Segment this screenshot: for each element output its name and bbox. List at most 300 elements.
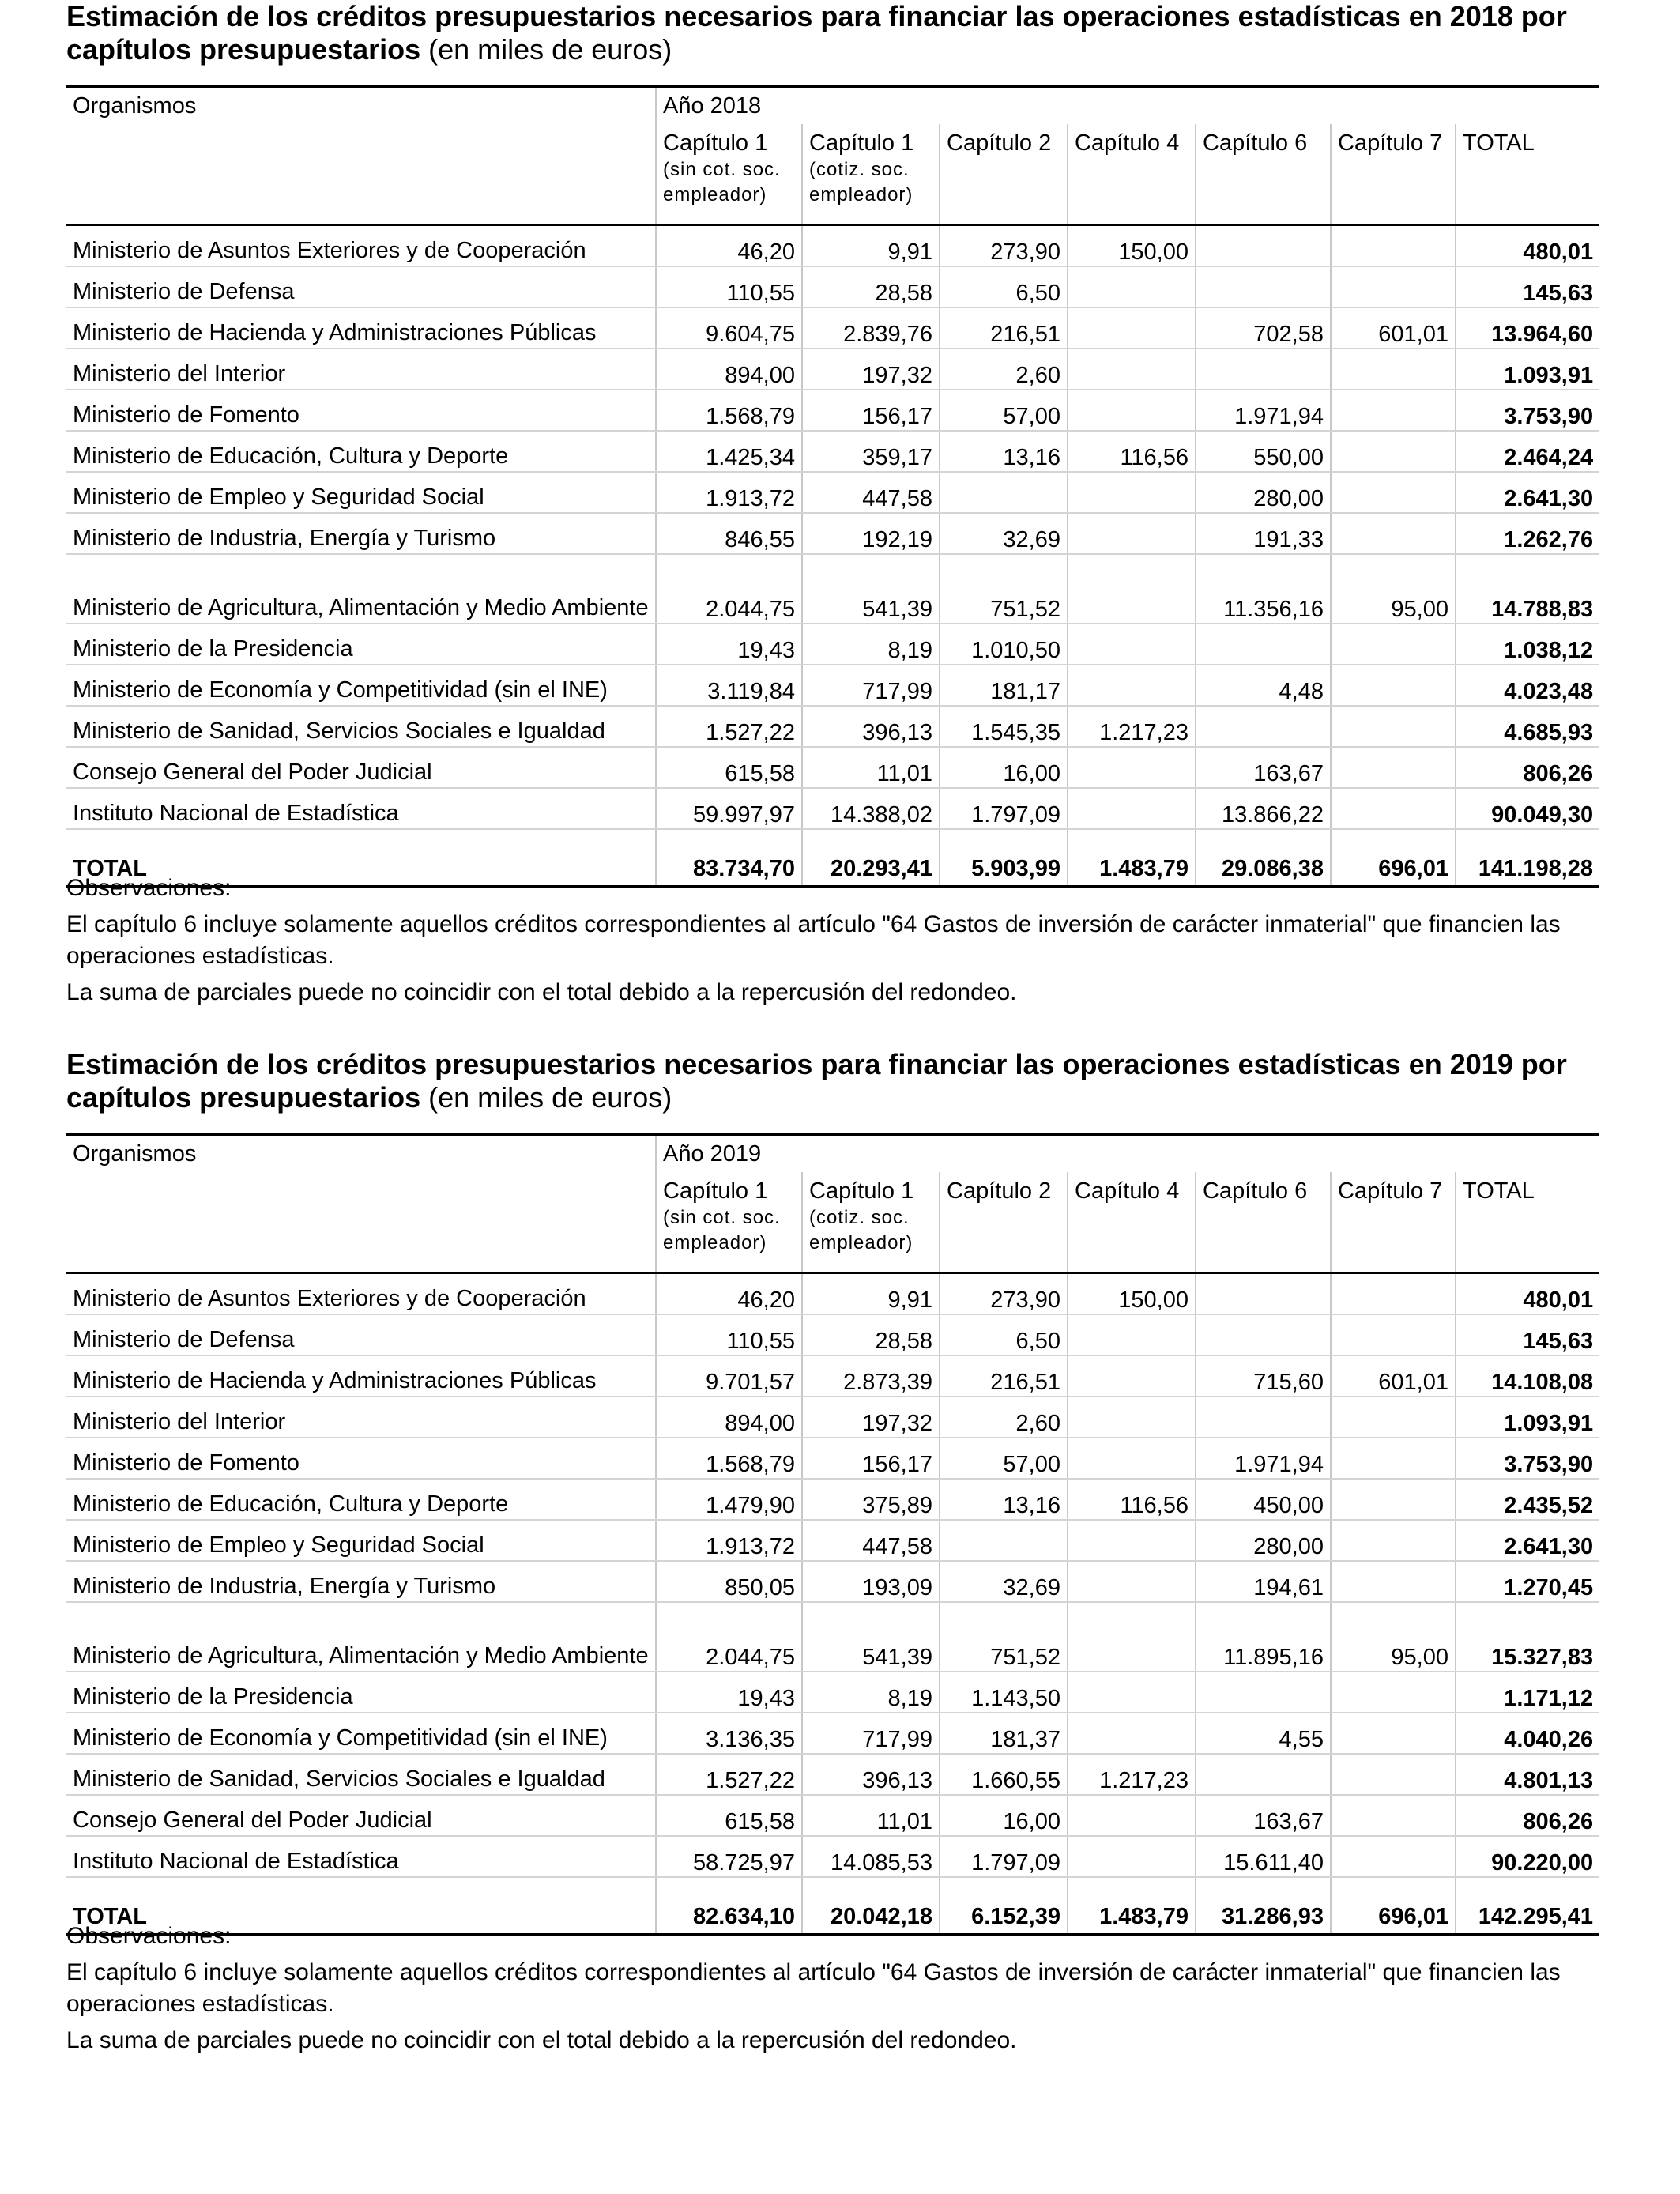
chapter-header — [656, 1172, 802, 1273]
budget-section-2018 — [66, 0, 1599, 1005]
value-cell: 2,60 — [940, 1397, 1068, 1438]
chapter-label: TOTAL — [1463, 130, 1535, 156]
value-cell — [1068, 307, 1196, 349]
value-cell — [1331, 1438, 1456, 1479]
organism-name: Consejo General del Poder Judicial — [66, 747, 656, 788]
table-row — [66, 624, 1599, 665]
budget-table — [66, 85, 1599, 888]
chapter-header — [1068, 1172, 1196, 1273]
row-total-cell: 1.171,12 — [1456, 1672, 1599, 1713]
value-cell: 11.356,16 — [1196, 554, 1331, 624]
value-cell: 8,19 — [802, 1672, 940, 1713]
observations-note-rounding: La suma de parciales puede no coincidir con el total debido a la repercusión del redondeo. — [66, 979, 1017, 1005]
value-cell — [1331, 1479, 1456, 1520]
table-row — [66, 1314, 1599, 1355]
value-cell — [1196, 1672, 1331, 1713]
value-cell — [1331, 706, 1456, 747]
value-cell: 1.568,79 — [656, 390, 802, 431]
value-cell: 28,58 — [802, 266, 940, 307]
value-cell — [1196, 1397, 1331, 1438]
organism-name: Ministerio de Defensa — [66, 1314, 656, 1355]
value-cell — [1331, 431, 1456, 472]
value-cell — [1331, 1520, 1456, 1561]
chapter-label: Capítulo 4 — [1075, 130, 1180, 156]
organism-name: Instituto Nacional de Estadística — [66, 788, 656, 829]
total-cell: 142.295,41 — [1456, 1877, 1599, 1935]
value-cell: 846,55 — [656, 513, 802, 554]
organism-name: Ministerio de Hacienda y Administraciones Públicas — [66, 307, 656, 349]
row-total-cell: 1.093,91 — [1456, 1397, 1599, 1438]
row-total-cell: 1.262,76 — [1456, 513, 1599, 554]
value-cell — [1068, 1520, 1196, 1561]
value-cell: 116,56 — [1068, 1479, 1196, 1520]
value-cell — [1068, 1602, 1196, 1672]
value-cell — [1068, 1836, 1196, 1877]
table-row — [66, 431, 1599, 472]
value-cell — [1068, 472, 1196, 513]
value-cell — [940, 472, 1068, 513]
value-cell: 192,19 — [802, 513, 940, 554]
value-cell: 1.971,94 — [1196, 1438, 1331, 1479]
table-row — [66, 1397, 1599, 1438]
table-row — [66, 1561, 1599, 1602]
chapter-label: Capítulo 1 — [809, 130, 914, 156]
value-cell: 715,60 — [1196, 1355, 1331, 1397]
value-cell: 9.604,75 — [656, 307, 802, 349]
value-cell: 1.971,94 — [1196, 390, 1331, 431]
value-cell: 894,00 — [656, 349, 802, 390]
value-cell: 4,55 — [1196, 1713, 1331, 1754]
value-cell: 4,48 — [1196, 665, 1331, 706]
value-cell: 156,17 — [802, 1438, 940, 1479]
value-cell: 216,51 — [940, 307, 1068, 349]
row-total-cell: 1.038,12 — [1456, 624, 1599, 665]
chapter-header — [802, 1172, 940, 1273]
value-cell: 1.913,72 — [656, 472, 802, 513]
table-row — [66, 513, 1599, 554]
row-total-cell: 145,63 — [1456, 266, 1599, 307]
organism-name: Ministerio de Empleo y Seguridad Social — [66, 472, 656, 513]
observations — [66, 873, 1599, 1008]
total-cell: 82.634,10 — [656, 1877, 802, 1935]
chapter-header — [1456, 1172, 1599, 1273]
organism-name: Ministerio de Sanidad, Servicios Sociales e Igualdad — [66, 706, 656, 747]
observations-heading: Observaciones: — [66, 875, 232, 901]
value-cell: 13,16 — [940, 1479, 1068, 1520]
organism-name: Instituto Nacional de Estadística — [66, 1836, 656, 1877]
value-cell: 2,60 — [940, 349, 1068, 390]
value-cell: 1.217,23 — [1068, 1754, 1196, 1795]
table-row — [66, 1479, 1599, 1520]
organism-name: Consejo General del Poder Judicial — [66, 1795, 656, 1836]
organism-name: Ministerio de Fomento — [66, 1438, 656, 1479]
value-cell — [1068, 390, 1196, 431]
row-total-cell: 4.040,26 — [1456, 1713, 1599, 1754]
total-cell: 696,01 — [1331, 829, 1456, 887]
value-cell: 16,00 — [940, 747, 1068, 788]
value-cell — [1331, 1836, 1456, 1877]
value-cell — [1068, 624, 1196, 665]
value-cell — [1196, 706, 1331, 747]
chapter-header — [656, 124, 802, 225]
value-cell — [1068, 349, 1196, 390]
value-cell: 191,33 — [1196, 513, 1331, 554]
budget-section-2019 — [66, 1048, 1599, 2053]
value-cell: 19,43 — [656, 1672, 802, 1713]
value-cell: 850,05 — [656, 1561, 802, 1602]
value-cell: 150,00 — [1068, 225, 1196, 267]
value-cell: 273,90 — [940, 1273, 1068, 1315]
row-total-cell: 2.641,30 — [1456, 1520, 1599, 1561]
year-header: Año 2019 — [656, 1135, 1599, 1173]
organism-name: Ministerio de Economía y Competitividad (sin el INE) — [66, 1713, 656, 1754]
value-cell — [1196, 266, 1331, 307]
value-cell: 46,20 — [656, 225, 802, 267]
row-total-cell: 3.753,90 — [1456, 390, 1599, 431]
table-row — [66, 1836, 1599, 1877]
organism-name: Ministerio de Agricultura, Alimentación y Medio Ambiente — [66, 554, 656, 624]
row-total-cell: 2.641,30 — [1456, 472, 1599, 513]
value-cell — [1331, 624, 1456, 665]
total-label: TOTAL — [66, 829, 656, 887]
value-cell: 450,00 — [1196, 1479, 1331, 1520]
value-cell — [1068, 266, 1196, 307]
total-cell: 1.483,79 — [1068, 1877, 1196, 1935]
value-cell: 751,52 — [940, 554, 1068, 624]
row-total-cell: 1.270,45 — [1456, 1561, 1599, 1602]
value-cell: 57,00 — [940, 1438, 1068, 1479]
header-spacer — [66, 1172, 656, 1273]
chapter-header — [1196, 124, 1331, 225]
value-cell: 601,01 — [1331, 1355, 1456, 1397]
value-cell: 541,39 — [802, 554, 940, 624]
chapter-label: Capítulo 1 — [663, 1178, 768, 1204]
chapter-sublabel: (sin cot. soc. — [663, 1207, 781, 1228]
value-cell: 32,69 — [940, 513, 1068, 554]
value-cell — [1068, 1397, 1196, 1438]
total-cell: 20.042,18 — [802, 1877, 940, 1935]
value-cell: 1.527,22 — [656, 706, 802, 747]
organism-name: Ministerio de Fomento — [66, 390, 656, 431]
organism-name: Ministerio de Educación, Cultura y Deporte — [66, 431, 656, 472]
value-cell — [1331, 1397, 1456, 1438]
header-row — [66, 1135, 1599, 1173]
chapter-header — [940, 124, 1068, 225]
value-cell — [1331, 1754, 1456, 1795]
organism-name: Ministerio de Economía y Competitividad (sin el INE) — [66, 665, 656, 706]
total-cell: 6.152,39 — [940, 1877, 1068, 1935]
value-cell — [1331, 747, 1456, 788]
row-total-cell: 90.049,30 — [1456, 788, 1599, 829]
value-cell: 3.136,35 — [656, 1713, 802, 1754]
table-row — [66, 1273, 1599, 1315]
row-total-cell: 15.327,83 — [1456, 1602, 1599, 1672]
total-cell: 5.903,99 — [940, 829, 1068, 887]
value-cell: 717,99 — [802, 665, 940, 706]
chapter-header-row — [66, 1172, 1599, 1273]
value-cell: 1.568,79 — [656, 1438, 802, 1479]
row-total-cell: 480,01 — [1456, 1273, 1599, 1315]
value-cell: 14.388,02 — [802, 788, 940, 829]
value-cell: 702,58 — [1196, 307, 1331, 349]
value-cell: 32,69 — [940, 1561, 1068, 1602]
chapter-header — [802, 124, 940, 225]
chapter-label: Capítulo 2 — [947, 130, 1052, 156]
row-total-cell: 3.753,90 — [1456, 1438, 1599, 1479]
value-cell: 1.425,34 — [656, 431, 802, 472]
value-cell: 717,99 — [802, 1713, 940, 1754]
value-cell: 1.545,35 — [940, 706, 1068, 747]
header-spacer — [66, 124, 656, 225]
value-cell: 1.797,09 — [940, 788, 1068, 829]
value-cell — [1068, 665, 1196, 706]
value-cell: 163,67 — [1196, 1795, 1331, 1836]
chapter-sublabel: empleador) — [809, 184, 913, 205]
value-cell — [1331, 1561, 1456, 1602]
chapter-header — [1068, 124, 1196, 225]
observations-note-chapter6: El capítulo 6 incluye solamente aquellos créditos correspondientes al artículo "64 Gastos de inversión de carácter inmaterial" que financien las operaciones estadísticas. — [66, 911, 1561, 969]
organism-name: Ministerio del Interior — [66, 1397, 656, 1438]
value-cell: 541,39 — [802, 1602, 940, 1672]
chapter-sublabel: (sin cot. soc. — [663, 159, 781, 180]
chapter-header — [1331, 124, 1456, 225]
table-row — [66, 1672, 1599, 1713]
value-cell — [940, 1520, 1068, 1561]
value-cell: 1.913,72 — [656, 1520, 802, 1561]
value-cell — [1331, 390, 1456, 431]
chapter-label: Capítulo 1 — [663, 130, 768, 156]
chapter-sublabel: empleador) — [663, 1232, 767, 1253]
value-cell — [1331, 788, 1456, 829]
value-cell — [1068, 513, 1196, 554]
organism-name: Ministerio de la Presidencia — [66, 624, 656, 665]
value-cell: 181,37 — [940, 1713, 1068, 1754]
row-total-cell: 14.788,83 — [1456, 554, 1599, 624]
organism-name: Ministerio de Sanidad, Servicios Sociales e Igualdad — [66, 1754, 656, 1795]
table-row — [66, 665, 1599, 706]
value-cell: 1.143,50 — [940, 1672, 1068, 1713]
value-cell: 197,32 — [802, 349, 940, 390]
value-cell: 9.701,57 — [656, 1355, 802, 1397]
chapter-label: Capítulo 7 — [1338, 130, 1443, 156]
row-total-cell: 13.964,60 — [1456, 307, 1599, 349]
value-cell: 615,58 — [656, 747, 802, 788]
value-cell: 150,00 — [1068, 1273, 1196, 1315]
value-cell — [1196, 225, 1331, 267]
value-cell: 375,89 — [802, 1479, 940, 1520]
organism-name: Ministerio de la Presidencia — [66, 1672, 656, 1713]
chapter-sublabel: empleador) — [809, 1232, 913, 1253]
value-cell: 11,01 — [802, 747, 940, 788]
value-cell — [1068, 1561, 1196, 1602]
value-cell: 57,00 — [940, 390, 1068, 431]
total-label: TOTAL — [66, 1877, 656, 1935]
table-row — [66, 1438, 1599, 1479]
chapter-label: Capítulo 2 — [947, 1178, 1052, 1204]
table-row — [66, 747, 1599, 788]
value-cell: 280,00 — [1196, 1520, 1331, 1561]
value-cell: 751,52 — [940, 1602, 1068, 1672]
total-cell: 31.286,93 — [1196, 1877, 1331, 1935]
organism-name: Ministerio de Hacienda y Administraciones Públicas — [66, 1355, 656, 1397]
value-cell: 396,13 — [802, 1754, 940, 1795]
chapter-header-row — [66, 124, 1599, 225]
header-row — [66, 87, 1599, 125]
row-total-cell: 806,26 — [1456, 747, 1599, 788]
row-total-cell: 480,01 — [1456, 225, 1599, 267]
table-row — [66, 1754, 1599, 1795]
organism-name: Ministerio de Educación, Cultura y Deporte — [66, 1479, 656, 1520]
organism-name: Ministerio de Agricultura, Alimentación y Medio Ambiente — [66, 1602, 656, 1672]
table-row — [66, 307, 1599, 349]
value-cell — [1331, 1314, 1456, 1355]
value-cell: 110,55 — [656, 266, 802, 307]
value-cell: 16,00 — [940, 1795, 1068, 1836]
chapter-label: TOTAL — [1463, 1178, 1535, 1204]
table-row — [66, 788, 1599, 829]
chapter-header — [1196, 1172, 1331, 1273]
value-cell — [1068, 1355, 1196, 1397]
value-cell — [1068, 554, 1196, 624]
table-row — [66, 1355, 1599, 1397]
chapter-label: Capítulo 6 — [1203, 130, 1308, 156]
value-cell: 163,67 — [1196, 747, 1331, 788]
table-row — [66, 1602, 1599, 1672]
value-cell: 550,00 — [1196, 431, 1331, 472]
budget-table — [66, 1133, 1599, 1936]
table-row — [66, 1713, 1599, 1754]
total-cell: 696,01 — [1331, 1877, 1456, 1935]
table-row — [66, 390, 1599, 431]
value-cell: 6,50 — [940, 1314, 1068, 1355]
value-cell: 1.527,22 — [656, 1754, 802, 1795]
row-total-cell: 806,26 — [1456, 1795, 1599, 1836]
value-cell — [1068, 1795, 1196, 1836]
total-cell: 1.483,79 — [1068, 829, 1196, 887]
value-cell — [1331, 1672, 1456, 1713]
value-cell: 3.119,84 — [656, 665, 802, 706]
row-total-cell: 90.220,00 — [1456, 1836, 1599, 1877]
organism-name: Ministerio del Interior — [66, 349, 656, 390]
value-cell: 2.044,75 — [656, 554, 802, 624]
value-cell: 894,00 — [656, 1397, 802, 1438]
value-cell: 194,61 — [1196, 1561, 1331, 1602]
value-cell: 396,13 — [802, 706, 940, 747]
value-cell: 1.010,50 — [940, 624, 1068, 665]
value-cell — [1331, 1795, 1456, 1836]
value-cell: 11.895,16 — [1196, 1602, 1331, 1672]
chapter-sublabel: (cotiz. soc. — [809, 159, 910, 180]
chapter-label: Capítulo 1 — [809, 1178, 914, 1204]
value-cell: 2.873,39 — [802, 1355, 940, 1397]
table-row — [66, 554, 1599, 624]
value-cell — [1068, 1672, 1196, 1713]
table-title-units: (en miles de euros) — [428, 1081, 672, 1114]
value-cell: 216,51 — [940, 1355, 1068, 1397]
value-cell: 95,00 — [1331, 554, 1456, 624]
value-cell: 14.085,53 — [802, 1836, 940, 1877]
value-cell: 359,17 — [802, 431, 940, 472]
value-cell: 8,19 — [802, 624, 940, 665]
table-row — [66, 266, 1599, 307]
table-row — [66, 706, 1599, 747]
value-cell — [1068, 747, 1196, 788]
value-cell: 58.725,97 — [656, 1836, 802, 1877]
value-cell — [1331, 1273, 1456, 1315]
organismos-header: Organismos — [66, 1135, 656, 1173]
value-cell: 46,20 — [656, 1273, 802, 1315]
value-cell: 9,91 — [802, 225, 940, 267]
value-cell: 193,09 — [802, 1561, 940, 1602]
organism-name: Ministerio de Defensa — [66, 266, 656, 307]
table-row — [66, 1795, 1599, 1836]
row-total-cell: 4.801,13 — [1456, 1754, 1599, 1795]
value-cell — [1331, 1713, 1456, 1754]
total-cell: 20.293,41 — [802, 829, 940, 887]
value-cell: 15.611,40 — [1196, 1836, 1331, 1877]
row-total-cell: 4.023,48 — [1456, 665, 1599, 706]
row-total-cell: 14.108,08 — [1456, 1355, 1599, 1397]
organism-name: Ministerio de Asuntos Exteriores y de Cooperación — [66, 225, 656, 267]
chapter-header — [1456, 124, 1599, 225]
table-row — [66, 472, 1599, 513]
value-cell: 1.660,55 — [940, 1754, 1068, 1795]
chapter-header — [1331, 1172, 1456, 1273]
value-cell: 2.044,75 — [656, 1602, 802, 1672]
value-cell: 95,00 — [1331, 1602, 1456, 1672]
total-cell: 141.198,28 — [1456, 829, 1599, 887]
chapter-header — [940, 1172, 1068, 1273]
value-cell — [1068, 1314, 1196, 1355]
chapter-label: Capítulo 7 — [1338, 1178, 1443, 1204]
value-cell: 447,58 — [802, 1520, 940, 1561]
chapter-sublabel: (cotiz. soc. — [809, 1207, 910, 1228]
table-title — [66, 0, 1599, 66]
total-cell: 83.734,70 — [656, 829, 802, 887]
value-cell: 615,58 — [656, 1795, 802, 1836]
value-cell: 1.217,23 — [1068, 706, 1196, 747]
row-total-cell: 145,63 — [1456, 1314, 1599, 1355]
organism-name: Ministerio de Asuntos Exteriores y de Cooperación — [66, 1273, 656, 1315]
value-cell — [1196, 349, 1331, 390]
value-cell — [1196, 1754, 1331, 1795]
value-cell — [1068, 788, 1196, 829]
value-cell — [1196, 624, 1331, 665]
value-cell: 181,17 — [940, 665, 1068, 706]
row-total-cell: 2.464,24 — [1456, 431, 1599, 472]
value-cell: 1.479,90 — [656, 1479, 802, 1520]
table-title-bold: Estimación de los créditos presupuestarios necesarios para financiar las operaciones estadísticas en 2018 por capítulos presupuestarios — [66, 0, 1567, 66]
value-cell: 1.797,09 — [940, 1836, 1068, 1877]
table-row — [66, 1520, 1599, 1561]
value-cell — [1068, 1713, 1196, 1754]
total-cell: 29.086,38 — [1196, 829, 1331, 887]
observations — [66, 1921, 1599, 2056]
row-total-cell: 1.093,91 — [1456, 349, 1599, 390]
table-row — [66, 349, 1599, 390]
value-cell: 197,32 — [802, 1397, 940, 1438]
value-cell: 273,90 — [940, 225, 1068, 267]
year-header: Año 2018 — [656, 87, 1599, 125]
table-title-bold: Estimación de los créditos presupuestarios necesarios para financiar las operaciones estadísticas en 2019 por capítulos presupuestarios — [66, 1048, 1567, 1114]
value-cell: 6,50 — [940, 266, 1068, 307]
value-cell: 19,43 — [656, 624, 802, 665]
table-row — [66, 225, 1599, 267]
value-cell: 447,58 — [802, 472, 940, 513]
value-cell — [1331, 225, 1456, 267]
value-cell — [1331, 349, 1456, 390]
value-cell: 9,91 — [802, 1273, 940, 1315]
